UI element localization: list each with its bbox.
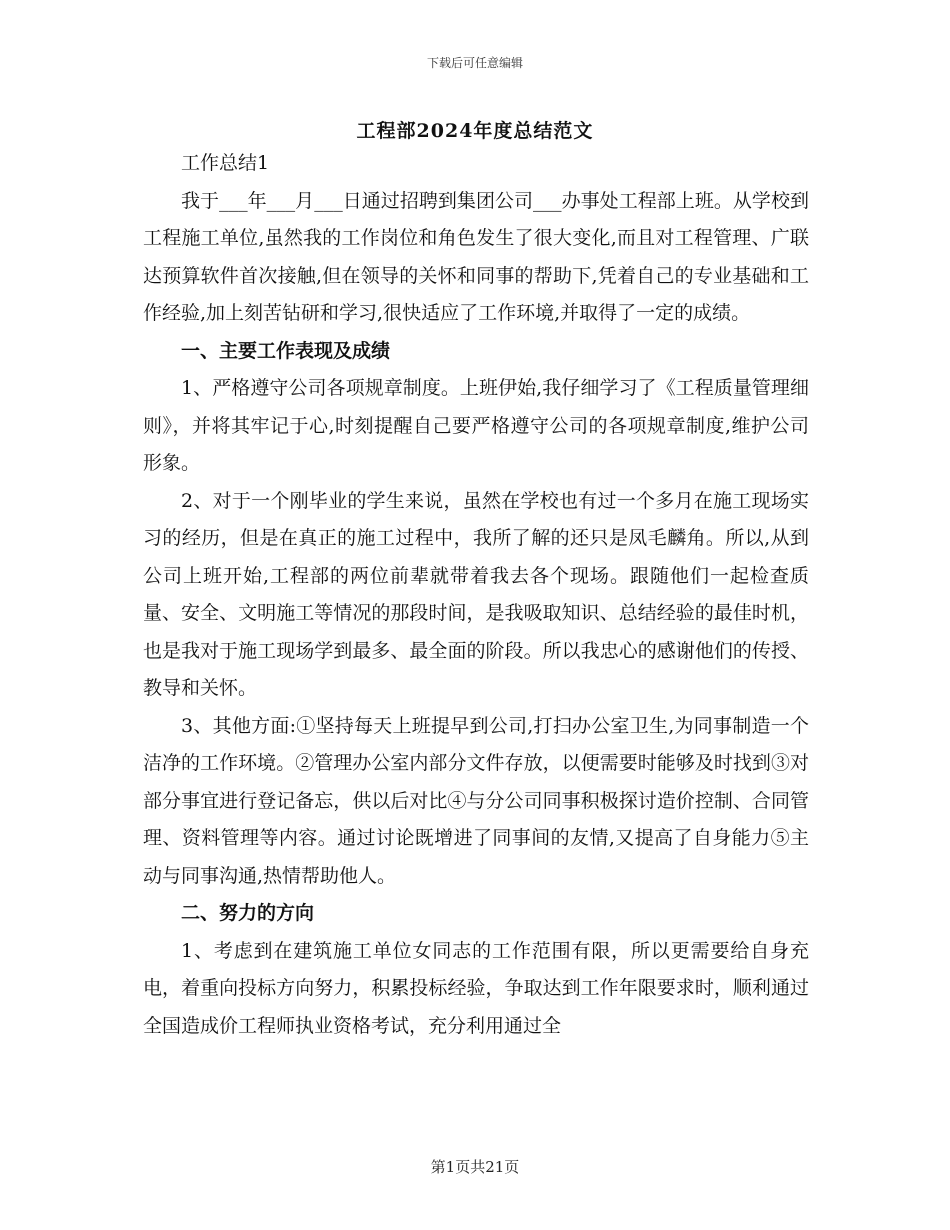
document-body (143, 145, 809, 1045)
paragraph-future-effort: 1、考虑到在建筑施工单位女同志的工作范围有限，所以更需要给自身充电，着重向投标方向努力，积累投标经验，争取达到工作年限要求时，顺利通过全国造成价工程师执业资格考试，充分利用通过全 (143, 939, 809, 1037)
paragraph-other-aspects: 3、其他方面:①坚持每天上班提早到公司,打扫办公室卫生,为同事制造一个洁净的工作环境。②管理办公室内部分文件存放，以便需要时能够及时找到③对部分事宜进行登记备忘，供以后对比④与分公司同事积极探讨造价控制、合同管理、资料管理等内容。通过讨论既增进了同事间的友情,又提高了自身能力⑤主动与同事沟通,热情帮助他人。 (143, 714, 809, 887)
heading-direction: 二、努力的方向 (181, 902, 315, 924)
paragraph-site-experience: 2、对于一个刚毕业的学生来说，虽然在学校也有过一个多月在施工现场实习的经历，但是在真正的施工过程中，我所了解的还只是凤毛麟角。所以,从到公司上班开始,工程部的两位前辈就带着我去各个现场。跟随他们一起检查质量、安全、文明施工等情况的那段时间，是我吸取知识、总结经验的最佳时机，也是我对于施工现场学到最多、最全面的阶段。所以我忠心的感谢他们的传授、教导和关怀。 (143, 489, 809, 699)
page-header-note: 下载后可任意编辑 (426, 56, 523, 70)
paragraph-rules: 1、严格遵守公司各项规章制度。上班伊始,我仔细学习了《工程质量管理细则》，并将其牢记于心,时刻提醒自己要严格遵守公司的各项规章制度,维护公司形象。 (143, 377, 809, 474)
paragraph-intro: 我于___年___月___日通过招聘到集团公司___办事处工程部上班。从学校到工程施工单位,虽然我的工作岗位和角色发生了很大变化,而且对工程管理、广联达预算软件首次接触,但在领导的关怀和同事的帮助下,凭着自己的专业基础和工作经验,加上刻苦钻研和学习,很快适应了工作环境,并取得了一定的成绩。 (143, 189, 809, 324)
heading-main-achievements: 一、主要工作表现及成绩 (181, 339, 391, 362)
page-footer-number: 第1页共21页 (430, 1158, 520, 1176)
document-title: 工程部2024年度总结范文 (356, 120, 594, 142)
section-subtitle: 工作总结1 (181, 152, 270, 174)
